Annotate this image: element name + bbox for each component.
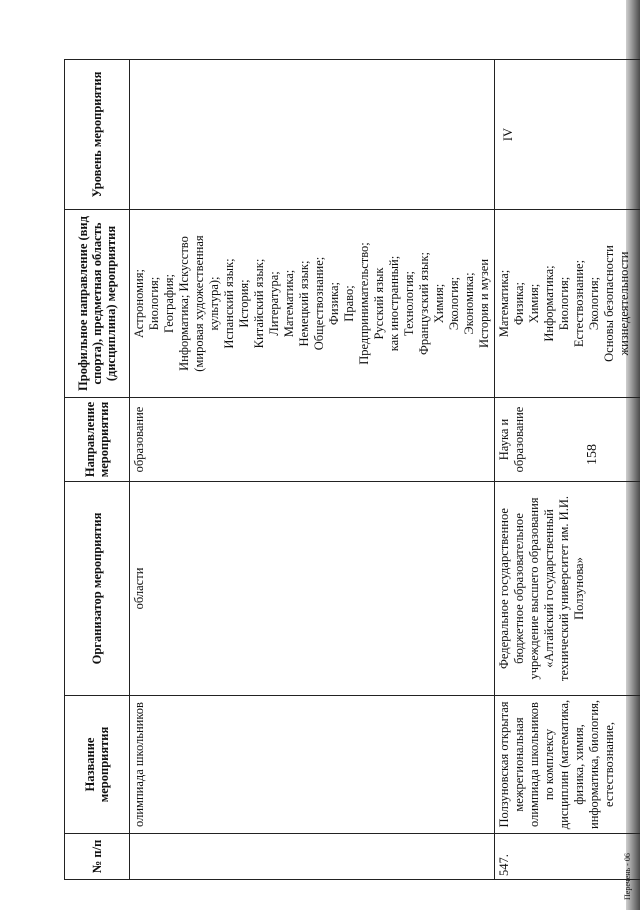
subject-line: культура); [207, 276, 221, 331]
subject-line: Французский язык; [417, 252, 431, 355]
header-subject: Профильное направление (вид спорта), предметная область (дисциплина) мероприятия [65, 210, 130, 398]
row-547-organizer: Федеральное государственное бюджетное образовательное учреждение высшего образования «Алтайский государственный технический университет им. И.И. Ползунова» [495, 482, 640, 696]
subject-line: Информатика; Искусство [177, 236, 191, 371]
row-cont-num [130, 834, 495, 880]
subject-line: Астрономия; [132, 269, 146, 338]
subject-line: (мировая художественная [192, 235, 206, 372]
subject-line: Право; [342, 285, 356, 322]
table-header-row [65, 60, 130, 880]
subject-line: Биология; [557, 276, 571, 331]
subject-line: Физика; [512, 281, 526, 326]
row-cont-subjects [130, 210, 495, 398]
row-547-level: IV [495, 60, 640, 210]
subject-line: Экология; [587, 276, 601, 331]
header-num: № п/п [65, 834, 130, 880]
header-name: Название мероприятия [65, 696, 130, 834]
row-547-subjects [495, 210, 640, 398]
page-number: 158 [585, 444, 600, 465]
subject-line: Математика; [497, 269, 511, 338]
subject-line: Русский язык [372, 267, 386, 340]
row-cont-direction: образование [130, 398, 495, 482]
subject-line: Физика; [327, 281, 341, 326]
table-row [130, 60, 495, 880]
subject-line: Испанский язык; [222, 258, 236, 349]
subject-line: Основы безопасности [602, 245, 616, 362]
registry-table [64, 59, 640, 880]
footer-note: Перечень - 06 [623, 853, 632, 900]
subject-line: как иностранный; [387, 255, 401, 352]
row-547-direction: Наука и образование [495, 398, 640, 482]
subject-line: жизнедеятельности [617, 251, 631, 356]
subject-line: История и музеи [477, 258, 491, 349]
row-cont-name: олимпиада школьников [130, 696, 495, 834]
subject-line: Естествознание; [572, 259, 586, 348]
row-cont-organizer: области [130, 482, 495, 696]
subject-line: Экология; [447, 276, 461, 331]
subject-line: Обществознание; [312, 256, 326, 351]
header-direction: Направление мероприятия [65, 398, 130, 482]
subject-line: Химия; [432, 283, 446, 324]
subject-line: Технология; [402, 270, 416, 337]
subject-line: Биология; [147, 276, 161, 331]
subject-line: Экономика; [462, 272, 476, 335]
header-organizer: Организатор мероприятия [65, 482, 130, 696]
row-547-num: 547. [495, 834, 640, 880]
subject-line: История; [237, 279, 251, 328]
subject-line: Китайский язык; [252, 258, 266, 349]
subject-line: Информатика; [542, 265, 556, 342]
header-level: Уровень мероприятия [65, 60, 130, 210]
subject-line: Предпринимательство; [357, 242, 371, 365]
subject-line: Литература; [267, 271, 281, 336]
subject-line: География; [162, 274, 176, 334]
row-547-name: Ползуновская открытая межрегиональная олимпиада школьников по комплексу дисциплин (математика, физика, химия, информатика, биология, естествознание, [495, 696, 640, 834]
subject-line: Химия; [527, 283, 541, 324]
table-row [495, 60, 640, 880]
subject-line: Математика; [282, 269, 296, 338]
row-cont-level [130, 60, 495, 210]
subject-line: Немецкий язык; [297, 260, 311, 347]
